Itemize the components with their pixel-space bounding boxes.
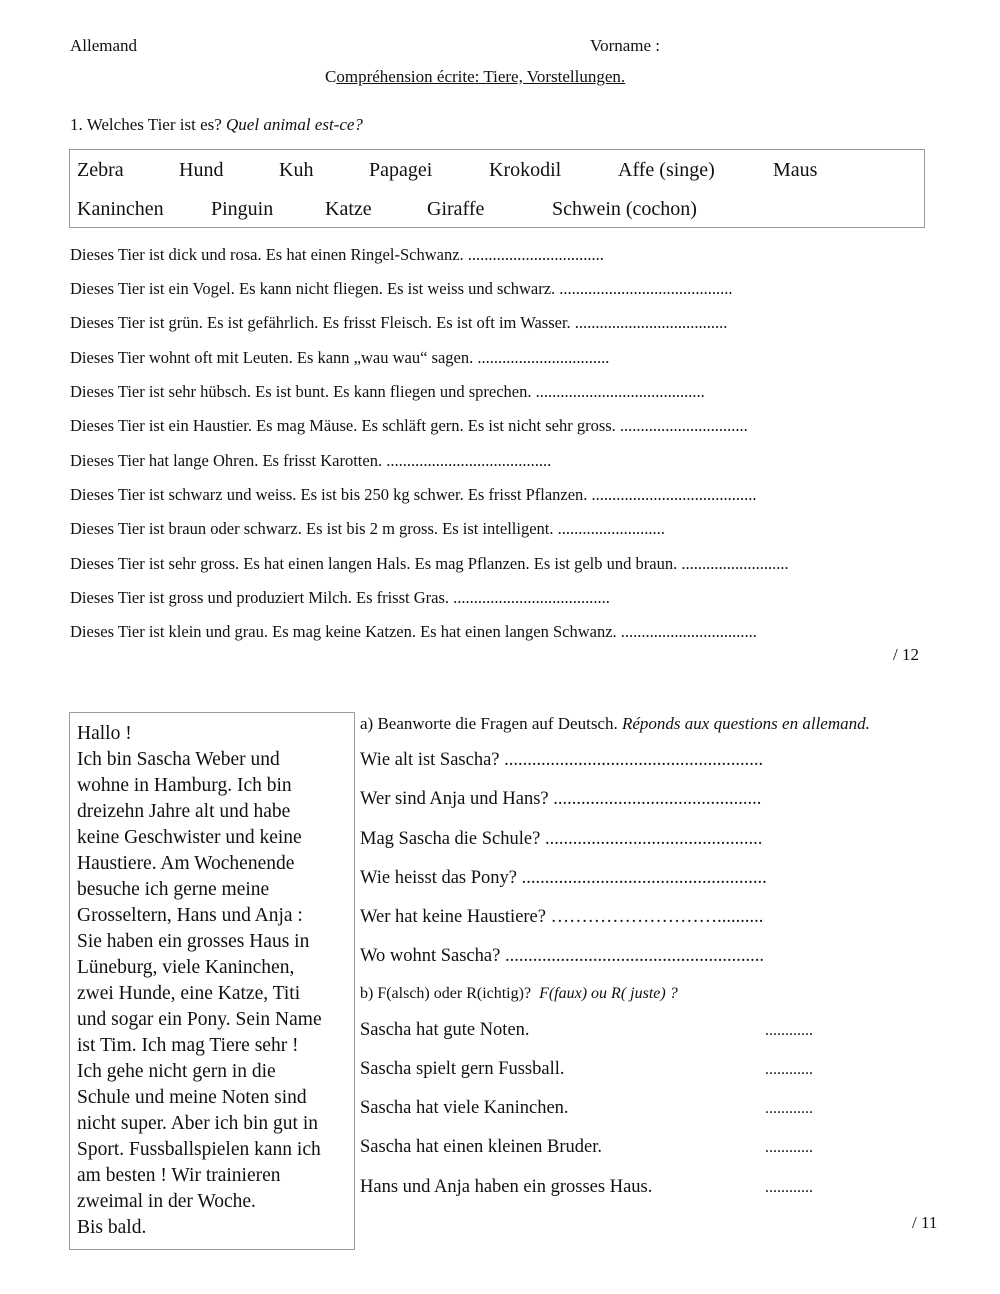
- riddle-line: Dieses Tier ist sehr gross. Es hat einen langen Hals. Es mag Pflanzen. Es ist gelb und braun. ..........................: [70, 554, 789, 573]
- question-line: Wie heisst das Pony? .....................................................: [360, 868, 767, 888]
- letter-line: Ich gehe nicht gern in die: [77, 1061, 276, 1082]
- letter-line: keine Geschwister und keine: [77, 827, 302, 848]
- letter-line: nicht super. Aber ich bin gut in: [77, 1113, 319, 1134]
- question-line: Wie alt ist Sascha? ........................................................: [360, 750, 764, 770]
- letter-line: Schule und meine Noten sind: [77, 1087, 307, 1108]
- part-a-heading: [360, 714, 870, 734]
- letter-line: wohne in Hamburg. Ich bin: [77, 775, 292, 796]
- letter-line: zwei Hunde, eine Katze, Titi: [77, 983, 301, 1004]
- title-first-letter: C: [325, 67, 337, 86]
- question-line: Wer sind Anja und Hans? .............................................: [360, 789, 762, 809]
- subject-label: Allemand: [70, 36, 138, 55]
- exercise1-score: / 12: [893, 645, 919, 664]
- vorname-label: Vorname :: [590, 36, 661, 55]
- word-bank-item: Katze: [325, 198, 372, 220]
- word-bank-item: Kuh: [279, 159, 314, 181]
- part-b-translation: F(faux) ou R( juste) ?: [539, 985, 678, 1002]
- letter-line: am besten ! Wir trainieren: [77, 1165, 281, 1186]
- letter-line: Haustiere. Am Wochenende: [77, 853, 295, 874]
- word-bank-item: Papagei: [369, 159, 433, 181]
- riddle-line: Dieses Tier ist braun oder schwarz. Es ist bis 2 m gross. Es ist intelligent. ..........................: [70, 519, 665, 538]
- riddle-line: Dieses Tier ist ein Vogel. Es kann nicht fliegen. Es ist weiss und schwarz. ..........................................: [70, 279, 733, 298]
- word-bank-item: Pinguin: [211, 198, 274, 220]
- exercise1-translation: Quel animal est-ce?: [226, 115, 363, 134]
- part-a-instruction: a) Beanworte die Fragen auf Deutsch.: [360, 714, 618, 733]
- true-false-statement: Hans und Anja haben ein grosses Haus.: [360, 1177, 653, 1197]
- answer-blank: ............: [765, 1022, 813, 1039]
- exercise1-question: 1. Welches Tier ist es?: [70, 115, 222, 134]
- true-false-statement: Sascha hat einen kleinen Bruder.: [360, 1137, 602, 1157]
- answer-blank: ............: [765, 1061, 813, 1078]
- riddle-line: Dieses Tier wohnt oft mit Leuten. Es kann „wau wau“ sagen. ................................: [70, 348, 610, 367]
- word-bank-item: Zebra: [77, 159, 124, 181]
- riddle-line: Dieses Tier ist schwarz und weiss. Es ist bis 250 kg schwer. Es frisst Pflanzen. ........................................: [70, 485, 757, 504]
- true-false-statement: Sascha hat viele Kaninchen.: [360, 1098, 569, 1118]
- riddle-line: Dieses Tier ist klein und grau. Es mag keine Katzen. Es hat einen langen Schwanz. .................................: [70, 622, 757, 641]
- true-false-statement: Sascha hat gute Noten.: [360, 1020, 530, 1040]
- word-bank-item: Schwein (cochon): [552, 198, 697, 220]
- letter-line: Grosseltern, Hans und Anja :: [77, 905, 303, 926]
- letter-text-box: [69, 712, 355, 1250]
- word-bank-item: Maus: [773, 159, 818, 181]
- word-bank-item: Giraffe: [427, 198, 485, 220]
- letter-line: dreizehn Jahre alt und habe: [77, 801, 291, 822]
- letter-line: Bis bald.: [77, 1217, 147, 1238]
- exercise1-heading: [70, 115, 363, 135]
- letter-line: Sie haben ein grosses Haus in: [77, 931, 310, 952]
- answer-blank: ............: [765, 1179, 813, 1196]
- letter-line: und sogar ein Pony. Sein Name: [77, 1009, 322, 1030]
- word-bank-item: Krokodil: [489, 159, 562, 181]
- question-line: Wer hat keine Haustiere? ………………………..........: [360, 907, 764, 927]
- word-bank-item: Kaninchen: [77, 198, 164, 220]
- letter-line: ist Tim. Ich mag Tiere sehr !: [77, 1035, 299, 1056]
- letter-line: besuche ich gerne meine: [77, 879, 270, 900]
- letter-line: Ich bin Sascha Weber und: [77, 749, 280, 770]
- word-bank-item: Affe (singe): [618, 159, 715, 181]
- riddle-line: Dieses Tier ist ein Haustier. Es mag Mäuse. Es schläft gern. Es ist nicht sehr gross. ...............................: [70, 416, 748, 435]
- part-a-translation: Réponds aux questions en allemand.: [621, 714, 870, 733]
- part-b-heading: [360, 985, 678, 1003]
- riddle-line: Dieses Tier hat lange Ohren. Es frisst Karotten. ........................................: [70, 451, 552, 470]
- letter-line: Lüneburg, viele Kaninchen,: [77, 957, 295, 978]
- answer-blank: ............: [765, 1139, 813, 1156]
- riddle-line: Dieses Tier ist sehr hübsch. Es ist bunt. Es kann fliegen und sprechen. .........................................: [70, 382, 705, 401]
- title-underlined: ompréhension écrite: Tiere, Vorstellungen.: [336, 67, 626, 86]
- letter-line: zweimal in der Woche.: [77, 1191, 256, 1212]
- word-bank: [69, 149, 925, 228]
- part-b-score: / 11: [912, 1213, 938, 1232]
- letter-line: Sport. Fussballspielen kann ich: [77, 1139, 321, 1160]
- answer-blank: ............: [765, 1100, 813, 1117]
- word-bank-item: Hund: [179, 159, 224, 181]
- riddle-line: Dieses Tier ist grün. Es ist gefährlich. Es frisst Fleisch. Es ist oft im Wasser. .....................................: [70, 313, 728, 332]
- riddle-line: Dieses Tier ist dick und rosa. Es hat einen Ringel-Schwanz. .................................: [70, 245, 604, 264]
- true-false-statement: Sascha spielt gern Fussball.: [360, 1059, 565, 1079]
- page-title: [325, 67, 625, 87]
- riddle-line: Dieses Tier ist gross und produziert Milch. Es frisst Gras. ......................................: [70, 588, 610, 607]
- question-line: Mag Sascha die Schule? ...............................................: [360, 829, 763, 849]
- letter-line: Hallo !: [77, 723, 132, 744]
- part-b-instruction: b) F(alsch) oder R(ichtig)?: [360, 985, 532, 1002]
- question-line: Wo wohnt Sascha? ........................................................: [360, 946, 764, 966]
